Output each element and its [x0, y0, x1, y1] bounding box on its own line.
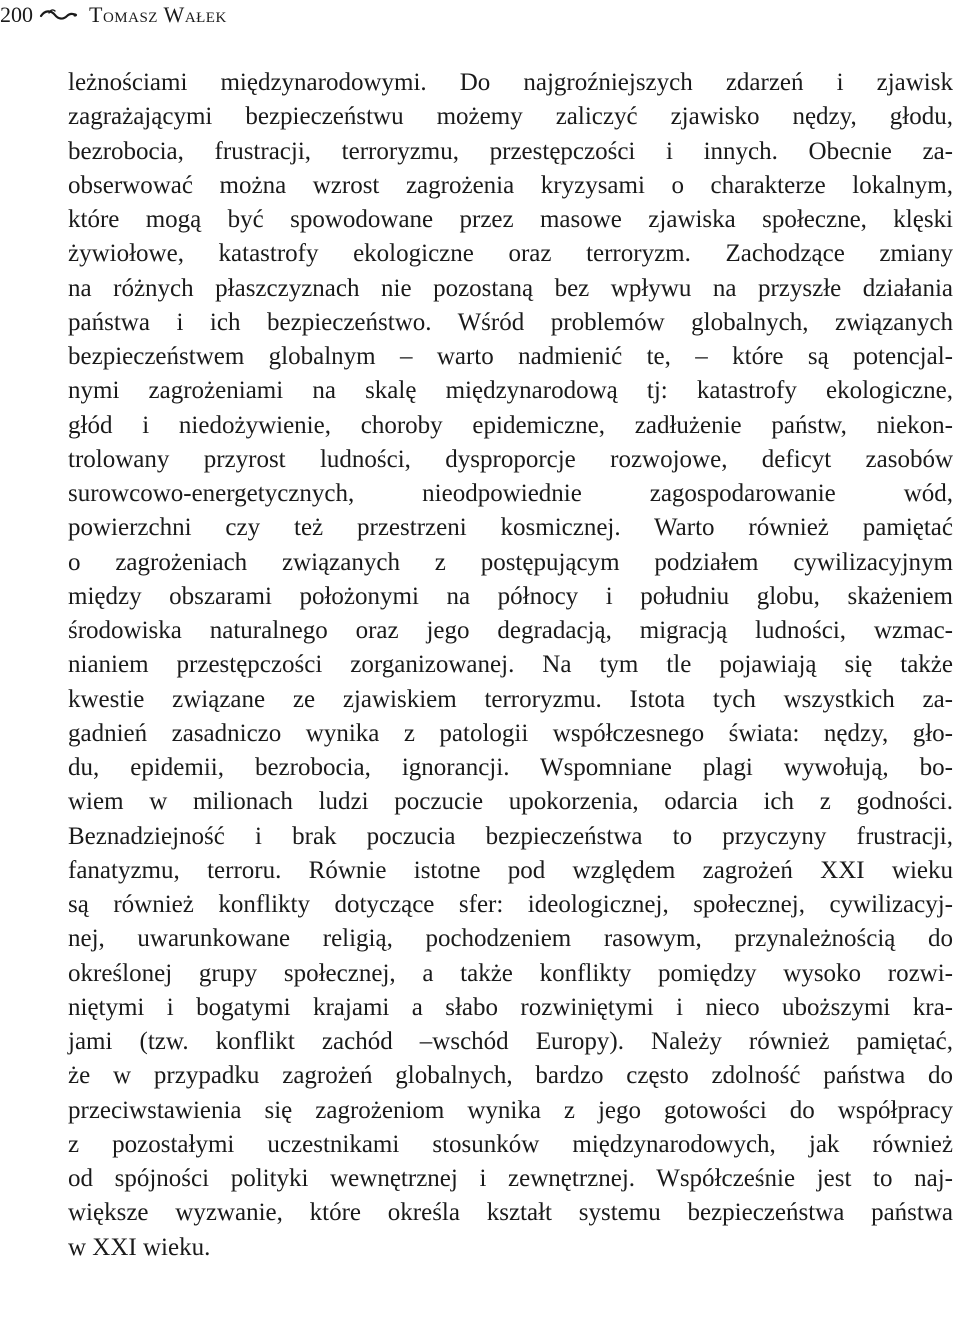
text-line: wiem w milionach ludzi poczucie upokorzenia, odarcia ich z godności. — [68, 788, 953, 816]
text-line: leżnościami międzynarodowymi. Do najgroźniejszych zdarzeń i zjawisk — [68, 69, 953, 96]
text-line: du, epidemii, bezrobocia, ignorancji. Wspomniane plagi wywołują, bo- — [68, 754, 953, 781]
text-line: trolowany przyrost ludności, dysproporcje rozwojowe, deficyt zasobów — [68, 445, 953, 473]
running-head — [0, 0, 227, 30]
text-line: fanatyzmu, terroru. Równie istotne pod względem zagrożeń XXI wieku — [68, 856, 953, 884]
body-paragraph — [68, 66, 953, 1265]
text-line: obserwować można wzrost zagrożenia kryzysami o charakterze lokalnym, — [68, 171, 953, 199]
text-line: są również konflikty dotyczące sfer: ideologicznej, społecznej, cywilizacyj- — [68, 891, 953, 918]
text-line: surowcowo-energetycznych, nieodpowiednie zagospodarowanie wód, — [68, 480, 953, 507]
text-line: Beznadziejność i brak poczucia bezpieczeństwa to przyczyny frustracji, — [68, 822, 953, 850]
page-number: 200 — [0, 2, 33, 27]
text-line: na różnych płaszczyznach nie pozostaną bez wpływu na przyszłe działania — [68, 274, 953, 302]
text-line: kwestie związane ze zjawiskiem terroryzmu. Istota tych wszystkich za- — [68, 685, 953, 713]
text-line: zagrażającymi bezpieczeństwu możemy zaliczyć zjawisko nędzy, głodu, — [68, 103, 953, 131]
text-line: o zagrożeniach związanych z postępującym podziałem cywilizacyjnym — [68, 548, 953, 576]
text-line: żywiołowe, katastrofy ekologiczne oraz terroryzm. Zachodzące zmiany — [68, 240, 953, 268]
text-line: jami (tzw. konflikt zachód –wschód Europy). Należy również pamiętać, — [68, 1028, 953, 1055]
text-line: gadnień zasadniczo wynika z patologii współczesnego świata: nędzy, gło- — [68, 719, 953, 747]
text-line: powierzchni czy też przestrzeni kosmicznej. Warto również pamiętać — [68, 514, 953, 542]
text-line: bezrobocia, frustracji, terroryzmu, przestępczości i innych. Obecnie za- — [68, 137, 953, 165]
text-line: większe wyzwanie, które określa kształt systemu bezpieczeństwa państwa — [68, 1199, 953, 1227]
text-line: które mogą być spowodowane przez masowe zjawiska społeczne, klęski — [68, 206, 953, 233]
text-line: nianiem przestępczości zorganizowanej. Na tym tle pojawiają się także — [68, 651, 953, 679]
fleuron-ornament-icon — [39, 8, 79, 22]
text-line: głód i niedożywienie, choroby epidemiczne, zadłużenie państw, niekon- — [68, 411, 953, 439]
text-line: że w przypadku zagrożeń globalnych, bardzo często zdolność państwa do — [68, 1062, 953, 1090]
text-line: nej, uwarunkowane religią, pochodzeniem rasowym, przynależnością do — [68, 925, 953, 953]
text-line: od spójności polityki wewnętrznej i zewnętrznej. Współcześnie jest to naj- — [68, 1165, 953, 1192]
text-line: nymi zagrożeniami na skalę międzynarodową tj: katastrofy ekologiczne, — [68, 377, 953, 405]
text-line: określonej grupy społecznej, a także konflikty pomiędzy wysoko rozwi- — [68, 959, 953, 987]
text-line: państwa i ich bezpieczeństwo. Wśród problemów globalnych, związanych — [68, 308, 953, 336]
text-line: przeciwstawienia się zagrożeniom wynika z jego gotowości do współpracy — [68, 1096, 953, 1124]
text-line: bezpieczeństwem globalnym – warto nadmienić te, – które są potencjal- — [68, 343, 953, 370]
text-line: między obszarami położonymi na północy i południu globu, skażeniem — [68, 582, 953, 610]
author-name: Tomasz Wałek — [89, 2, 227, 27]
text-line: w XXI wieku. — [68, 1233, 211, 1261]
text-line: niętymi i bogatymi krajami a słabo rozwiniętymi i nieco uboższymi kra- — [68, 993, 953, 1021]
text-line: środowiska naturalnego oraz jego degradacją, migracją ludności, wzmac- — [68, 617, 953, 644]
text-line: z pozostałymi uczestnikami stosunków międzynarodowych, jak również — [68, 1130, 953, 1158]
